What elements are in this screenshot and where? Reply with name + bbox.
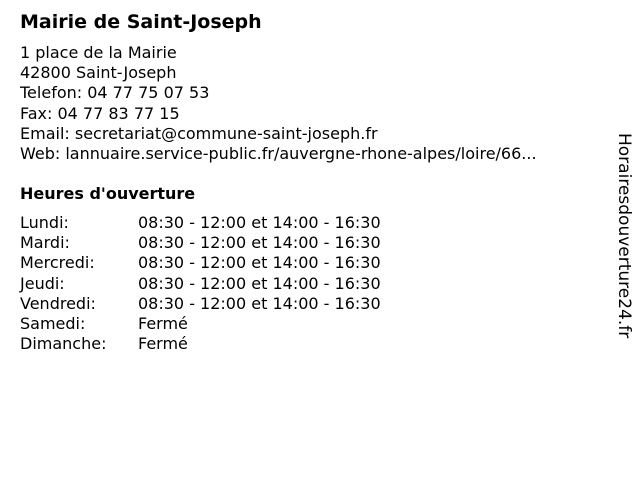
hours-row-monday	[20, 213, 381, 233]
website-link[interactable]: Web: lannuaire.service-public.fr/auvergne-rhone-alpes/loire/66...	[20, 144, 537, 164]
hours-row-wednesday	[20, 253, 381, 273]
day-label: Jeudi:	[20, 273, 65, 293]
phone-number[interactable]: Telefon: 04 77 75 07 53	[20, 83, 210, 103]
address-line-2: 42800 Saint-Joseph	[20, 63, 177, 83]
site-watermark: Horairesdouverture24.fr	[614, 133, 634, 339]
day-hours: 08:30 - 12:00 et 14:00 - 16:30	[138, 213, 381, 232]
day-label: Vendredi:	[20, 293, 96, 313]
hours-row-thursday	[20, 274, 381, 294]
day-label: Dimanche:	[20, 334, 107, 354]
hours-row-friday	[20, 294, 381, 314]
opening-hours-table	[20, 213, 381, 354]
opening-hours-heading: Heures d'ouverture	[20, 184, 196, 203]
contact-block	[20, 43, 537, 164]
day-hours: Fermé	[138, 334, 188, 354]
day-label: Mardi:	[20, 233, 70, 253]
fax-number: Fax: 04 77 83 77 15	[20, 103, 180, 123]
hours-row-sunday	[20, 334, 381, 354]
email-address[interactable]: Email: secretariat@commune-saint-joseph.fr	[20, 123, 378, 143]
day-label: Lundi:	[20, 213, 69, 232]
hours-row-saturday	[20, 314, 381, 334]
day-hours: 08:30 - 12:00 et 14:00 - 16:30	[138, 273, 381, 293]
day-label: Mercredi:	[20, 253, 95, 273]
day-hours: Fermé	[138, 314, 188, 334]
day-hours: 08:30 - 12:00 et 14:00 - 16:30	[138, 293, 381, 313]
address-line-1: 1 place de la Mairie	[20, 43, 177, 62]
day-hours: 08:30 - 12:00 et 14:00 - 16:30	[138, 253, 381, 273]
page-title: Mairie de Saint-Joseph	[20, 11, 262, 33]
day-label: Samedi:	[20, 314, 86, 334]
day-hours: 08:30 - 12:00 et 14:00 - 16:30	[138, 233, 381, 253]
hours-row-tuesday	[20, 233, 381, 253]
